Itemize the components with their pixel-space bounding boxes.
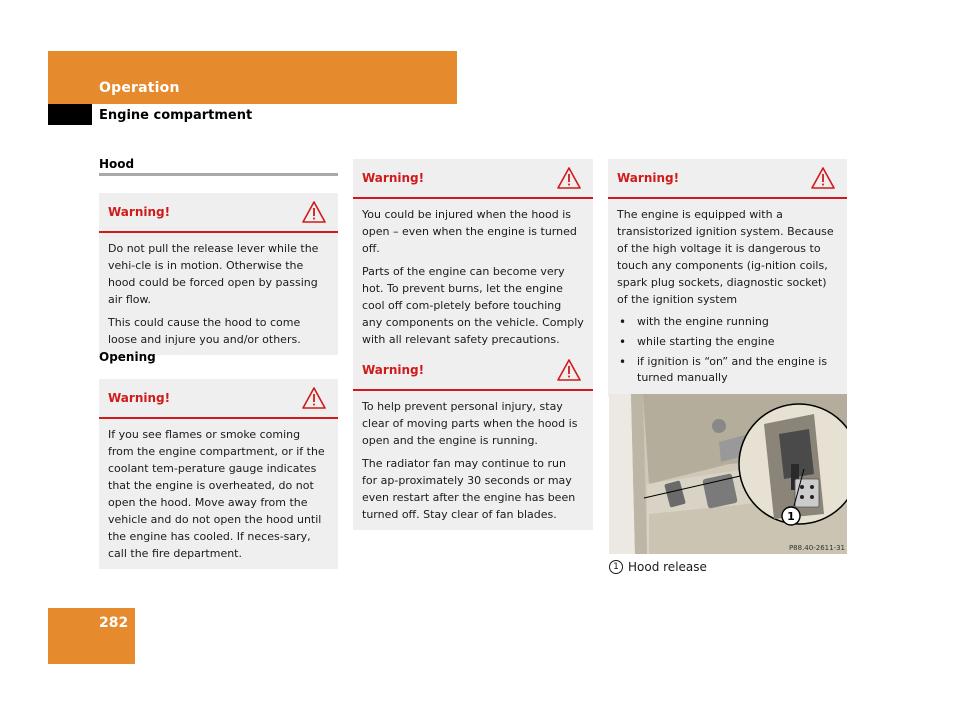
warning-box-hood-open <box>353 159 593 355</box>
warning-triangle-icon <box>557 358 581 382</box>
header-tab-marker <box>48 104 92 125</box>
warning-box-hood-release <box>99 193 338 355</box>
hood-release-illustration <box>609 394 847 554</box>
warning-box-smoke <box>99 379 338 569</box>
warning-header <box>99 193 338 233</box>
warning-label: Warning! <box>362 363 425 377</box>
callout-number: 1 <box>787 510 795 523</box>
warning-header <box>353 351 593 391</box>
warning-box-radiator-fan <box>353 351 593 530</box>
warning-paragraph: Do not pull the release lever while the vehi-cle is in motion. Otherwise the hood could be forced open by passing air flow. <box>108 242 319 306</box>
section-title: Operation <box>99 80 180 96</box>
warning-label: Warning! <box>108 205 171 219</box>
warning-paragraph: You could be injured when the hood is open – even when the engine is turned off. <box>362 208 577 255</box>
header-bar <box>48 51 457 104</box>
warning-paragraph: This could cause the hood to come loose and injure you and/or others. <box>108 316 301 346</box>
warning-paragraph: If you see flames or smoke coming from the engine compartment, or if the coolant tem-perature gauge indicates that the engine is overheated, do not open the hood. Move away from the vehicle and do not open the hood until the engine has cooled. If neces-sary, call the fire department. <box>108 428 325 560</box>
warning-paragraph: Parts of the engine can become very hot. To prevent burns, let the engine cool off com-pletely before touching any components on the vehicle. Comply with all relevant safety precautions. <box>362 265 584 346</box>
figure-caption <box>609 560 707 574</box>
caption-number: 1 <box>609 560 623 574</box>
warning-header <box>99 379 338 419</box>
warning-paragraph: The engine is equipped with a transistorized ignition system. Because of the high voltage it is dangerous to touch any components (ig-nition coils, spark plug sockets, diagnostic socket) of the ignition system <box>617 208 834 306</box>
caption-text: Hood release <box>628 560 707 574</box>
warning-triangle-icon <box>302 200 326 224</box>
warning-label: Warning! <box>108 391 171 405</box>
list-item: • with the engine running <box>617 314 838 330</box>
warning-header <box>353 159 593 199</box>
hood-heading-rule <box>99 173 338 176</box>
warning-header <box>608 159 847 199</box>
warning-body <box>353 391 593 530</box>
warning-body <box>99 233 338 355</box>
warning-paragraph: The radiator fan may continue to run for ap-proximately 30 seconds or may even restart after the engine has been turned off. Stay clear of fan blades. <box>362 457 576 521</box>
warning-body <box>99 419 338 569</box>
page-number: 282 <box>99 615 129 631</box>
warning-label: Warning! <box>617 171 680 185</box>
warning-triangle-icon <box>302 386 326 410</box>
warning-label: Warning! <box>362 171 425 185</box>
figure-code: P88.40-2611-31 <box>788 544 845 552</box>
ignition-bullet-list <box>617 314 838 386</box>
warning-box-ignition <box>608 159 847 397</box>
warning-triangle-icon <box>557 166 581 190</box>
page-subtitle: Engine compartment <box>99 108 253 123</box>
warning-paragraph: To help prevent personal injury, stay clear of moving parts when the hood is open and the engine is running. <box>362 400 578 447</box>
list-item: • while starting the engine <box>617 334 838 350</box>
hood-heading: Hood <box>99 157 135 171</box>
footwell-drawing <box>609 394 847 554</box>
warning-body <box>608 199 847 397</box>
list-item: • if ignition is “on” and the engine is turned manually <box>617 354 838 386</box>
warning-triangle-icon <box>811 166 835 190</box>
opening-heading: Opening <box>99 350 156 364</box>
warning-body <box>353 199 593 355</box>
